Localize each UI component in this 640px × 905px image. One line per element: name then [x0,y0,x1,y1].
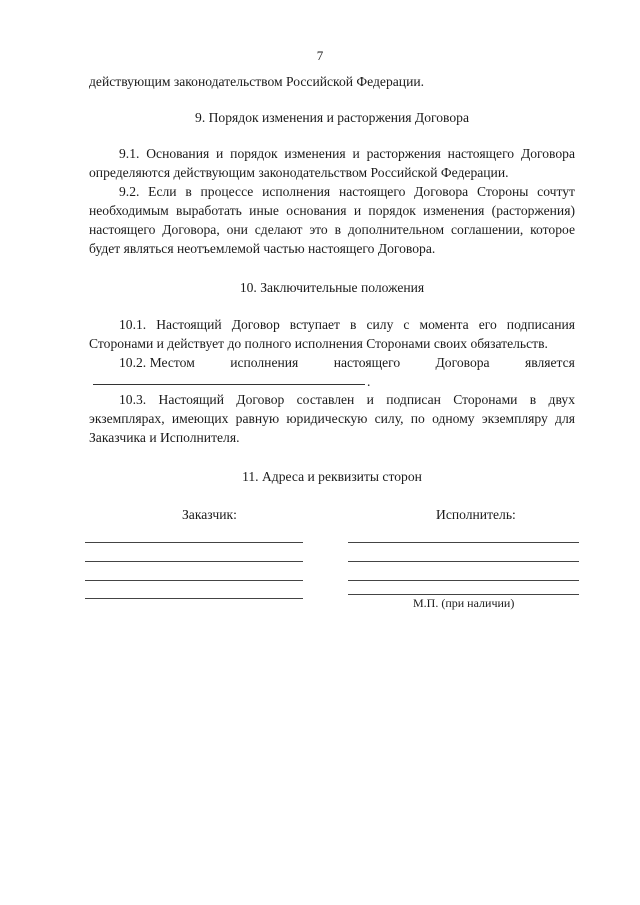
clause-10-2-word: 10.2. Местом [119,355,195,370]
clause-10-2 [89,353,575,372]
section-11-heading: 11. Адреса и реквизиты сторон [242,469,422,484]
contractor-line-2 [348,561,579,562]
section-9-heading: 9. Порядок изменения и расторжения Договора [195,110,469,125]
customer-label: Заказчик: [182,507,237,522]
parties-block [89,505,575,615]
blank-underline [93,384,365,385]
blank-period: . [367,374,371,389]
clause-10-2-word: является [524,355,575,370]
intro-line: действующим законодательством Российской Федерации. [89,74,425,89]
clause-10-2-word: исполнения [230,355,299,370]
customer-line-1 [85,542,303,543]
clause-9-2: 9.2. Если в процессе исполнения настоящего Договора Стороны сочтут необходимым выработать иные основания и порядок изменения (расторжения) настоящего Договора, они сделают это в дополнительном соглашении, которое будет являться неотъемлемой частью настоящего Договора. [89,184,575,256]
section-10-heading: 10. Заключительные положения [239,280,425,295]
clause-10-2-word: настоящего [333,355,401,370]
contractor-line-1 [348,542,579,543]
contractor-label: Исполнитель: [436,507,516,522]
clause-10-1: 10.1. Настоящий Договор вступает в силу с момента его подписания Сторонами и действует до полного исполнения Сторонами своих обязательств. [89,317,575,351]
clause-10-3: 10.3. Настоящий Договор составлен и подписан Сторонами в двух экземплярах, имеющих равную юридическую силу, по одному экземпляру для Заказчика и Исполнителя. [89,392,575,445]
stamp-label: М.П. (при наличии) [413,596,515,610]
customer-line-3 [85,580,303,581]
document-body [89,72,575,615]
customer-line-4 [85,598,303,599]
place-of-performance-blank [89,372,575,390]
clause-10-2-word: Договора [435,355,490,370]
contractor-line-3 [348,580,579,581]
customer-line-2 [85,561,303,562]
page-number: 7 [316,48,324,63]
clause-9-1: 9.1. Основания и порядок изменения и расторжения настоящего Договора определяются действующим законодательством Российской Федерации. [89,146,575,180]
